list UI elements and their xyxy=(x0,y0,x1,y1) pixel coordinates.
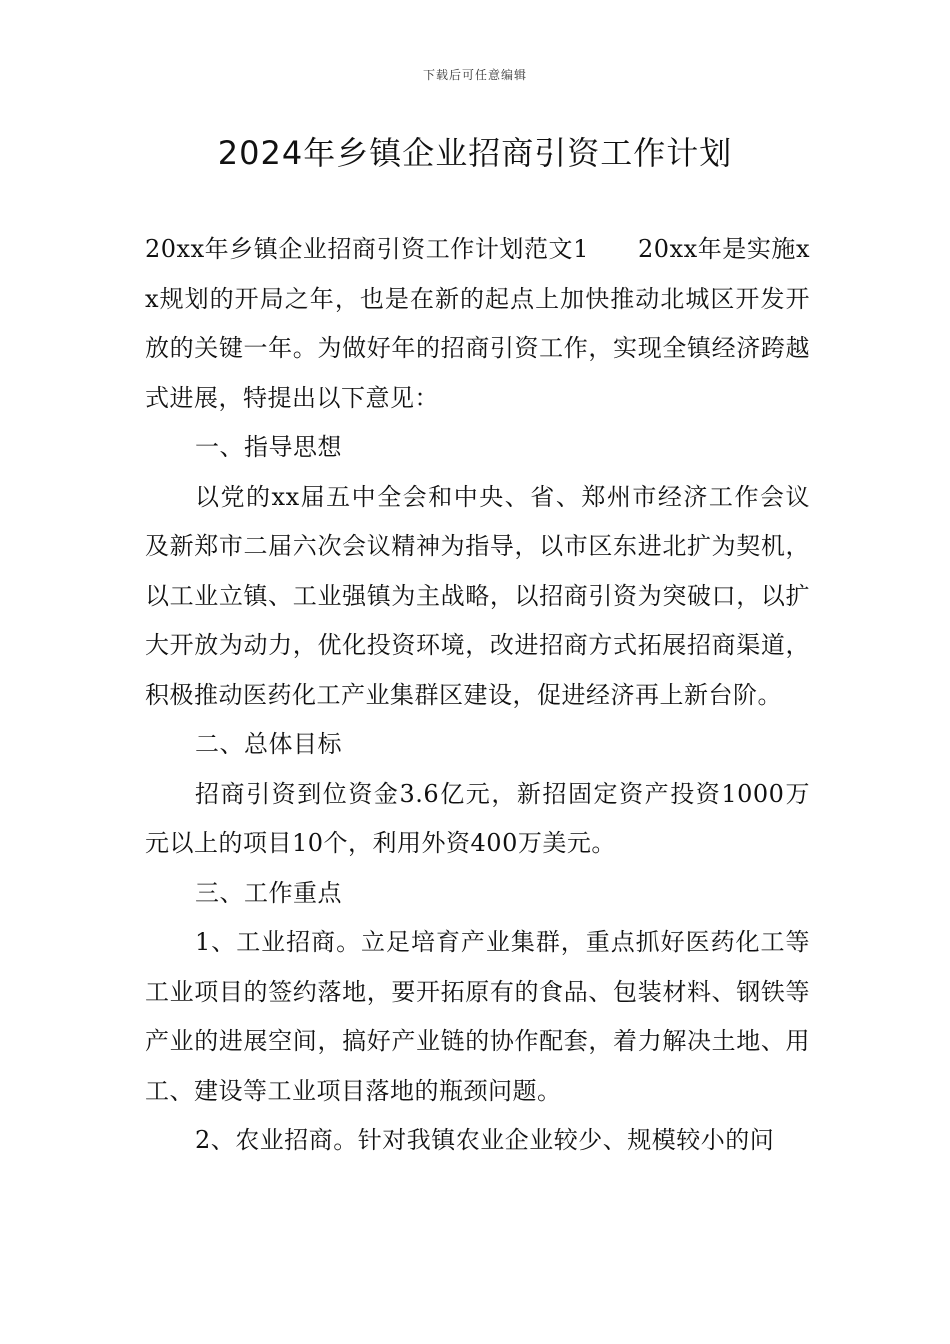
paragraph-agricultural-investment: 2、农业招商。针对我镇农业企业较少、规模较小的问 xyxy=(195,1126,775,1154)
paragraph-guiding-ideology: 以党的xx届五中全会和中央、省、郑州市经济工作会议及新郑市二届六次会议精神为指导，以市区东进北扩为契机，以工业立镇、工业强镇为主战略，以招商引资为突破口，以扩大开放为动力，优化投资环境，改进招商方式拓展招商渠道，积极推动医药化工产业集群区建设，促进经济再上新台阶。 xyxy=(145,482,810,709)
section-heading-overall-goals: 二、总体目标 xyxy=(195,730,342,758)
header-note: 下载后可任意编辑 xyxy=(422,68,527,82)
document-title: 2024年乡镇企业招商引资工作计划 xyxy=(217,134,733,172)
paragraph-industrial-investment: 1、工业招商。立足培育产业集群，重点抓好医药化工等工业项目的签约落地，要开拓原有的食品、包装材料、钢铁等产业的进展空间，搞好产业链的协作配套，着力解决土地、用工、建设等工业项目落地的瓶颈问题。 xyxy=(145,928,810,1105)
paragraph-overall-goals: 招商引资到位资金3.6亿元，新招固定资产投资1000万元以上的项目10个，利用外资400万美元。 xyxy=(145,779,810,857)
document-body xyxy=(145,225,810,1166)
section-heading-guiding-ideology: 一、指导思想 xyxy=(195,433,342,461)
paragraph-intro: 20xx年乡镇企业招商引资工作计划范文1 20xx年是实施xx规划的开局之年，也是在新的起点上加快推动北城区开发开放的关键一年。为做好年的招商引资工作，实现全镇经济跨越式进展，特提出以下意见： xyxy=(145,235,810,412)
section-heading-work-focus: 三、工作重点 xyxy=(195,878,342,907)
